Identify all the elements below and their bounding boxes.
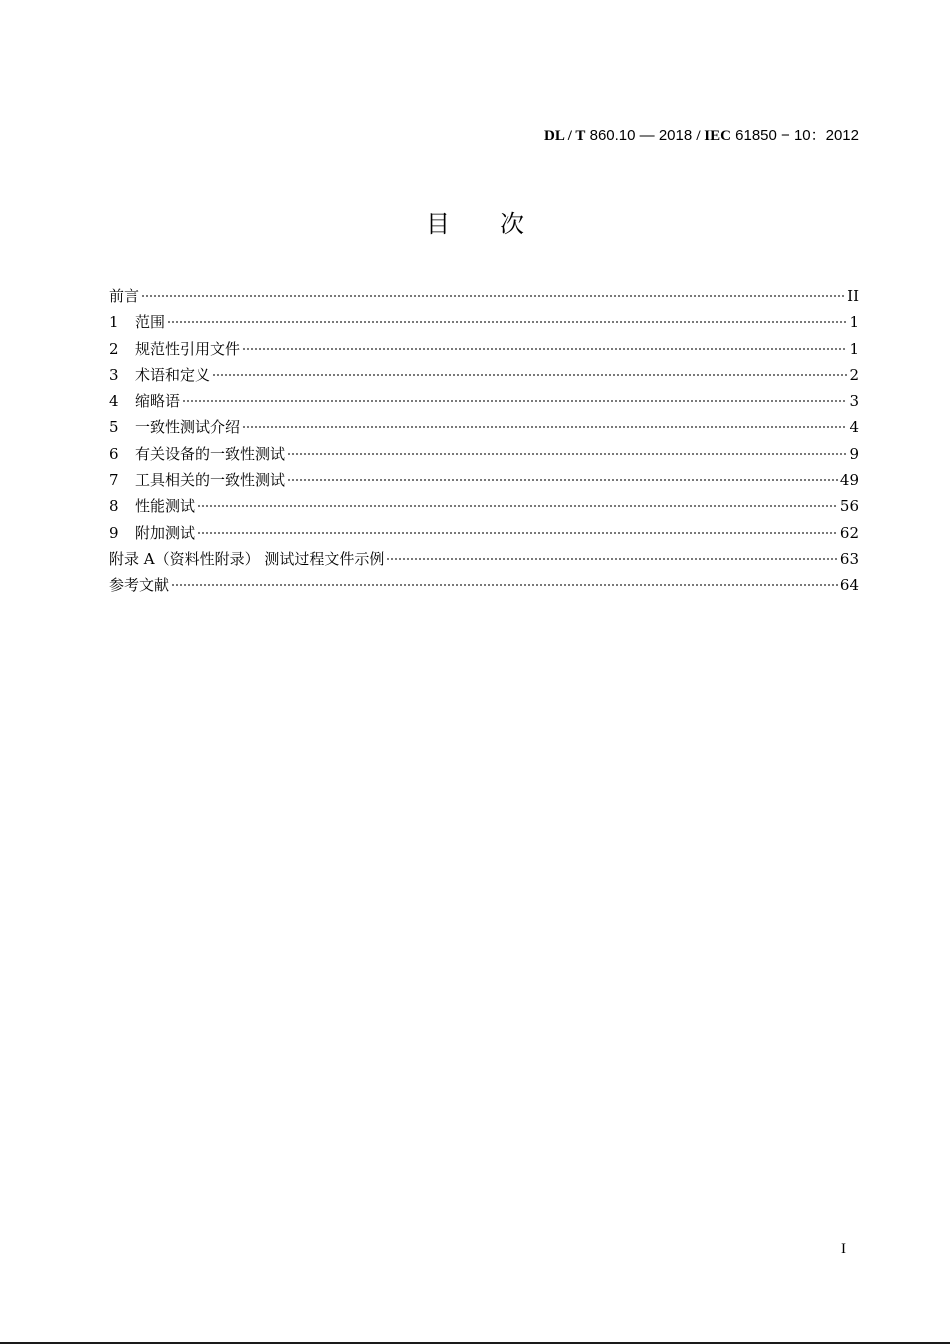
toc-leader-dots	[242, 348, 847, 350]
toc-leader-dots	[242, 426, 847, 428]
toc-entry-label: 一致性测试介绍	[135, 418, 241, 437]
toc-entry-2[interactable]	[109, 338, 859, 364]
toc-entry-label: 参考文献	[109, 576, 170, 595]
header-sep1: /	[564, 128, 576, 144]
toc-entry-label: 规范性引用文件	[135, 339, 241, 358]
toc-title-char1: 目	[426, 210, 450, 238]
table-of-contents	[109, 285, 859, 601]
toc-entry-number: 5	[109, 418, 119, 437]
toc-entry-7[interactable]	[109, 469, 859, 495]
toc-entry-number: 9	[109, 523, 119, 542]
toc-entry-label: 性能测试	[135, 497, 196, 516]
toc-entry-label: 范围	[135, 313, 166, 332]
toc-entry-5[interactable]	[109, 416, 859, 442]
toc-entry-number: 2	[109, 339, 119, 358]
toc-entry-label: 工具相关的一致性测试	[135, 471, 286, 490]
toc-entry-appendix-a[interactable]	[109, 548, 859, 574]
toc-title-char2: 次	[500, 210, 524, 238]
toc-entry-page: 1	[849, 313, 859, 332]
toc-entry-page: 62	[839, 523, 859, 542]
page-number: I	[841, 1241, 846, 1257]
toc-entry-preface[interactable]	[109, 285, 859, 311]
toc-leader-dots	[197, 532, 838, 534]
toc-entry-label: 有关设备的一致性测试	[135, 444, 286, 463]
toc-entry-9[interactable]	[109, 522, 859, 548]
toc-entry-number: 1	[109, 313, 119, 332]
header-part-iec: IEC	[704, 128, 731, 144]
toc-entry-label: 前言	[109, 287, 140, 305]
toc-entry-references[interactable]	[109, 574, 859, 600]
toc-entry-page: 64	[839, 576, 859, 595]
toc-entry-4[interactable]	[109, 390, 859, 416]
toc-leader-dots	[141, 295, 845, 297]
header-part-dl: DL	[544, 128, 565, 144]
toc-entry-label: 缩略语	[135, 392, 181, 411]
header-sep2: /	[696, 128, 705, 144]
toc-entry-label: 术语和定义	[135, 365, 211, 384]
toc-leader-dots	[167, 321, 847, 323]
toc-entry-number: 8	[109, 497, 119, 516]
toc-entry-page: 1	[849, 339, 859, 358]
toc-entry-number: 6	[109, 444, 119, 463]
toc-entry-number: 3	[109, 365, 119, 384]
toc-leader-dots	[386, 558, 838, 560]
toc-entry-number: 4	[109, 392, 119, 411]
toc-entry-6[interactable]	[109, 443, 859, 469]
toc-entry-page: II	[847, 287, 859, 305]
toc-leader-dots	[197, 505, 838, 507]
toc-leader-dots	[287, 453, 847, 455]
toc-entry-8[interactable]	[109, 495, 859, 521]
toc-entry-page: 56	[839, 497, 859, 516]
toc-leader-dots	[287, 479, 838, 481]
toc-entry-page: 2	[849, 365, 859, 384]
header-part-t: T	[575, 128, 586, 144]
toc-entry-number: 7	[109, 471, 119, 490]
toc-entry-page: 9	[849, 444, 859, 463]
toc-entry-page: 49	[839, 471, 859, 490]
toc-title	[0, 204, 950, 239]
toc-entry-3[interactable]	[109, 364, 859, 390]
header-part-iec-number: 61850 − 10：2012	[730, 127, 859, 144]
toc-entry-label: 附录 A（资料性附录） 测试过程文件示例	[109, 549, 385, 568]
toc-entry-page: 63	[839, 549, 859, 568]
toc-entry-label: 附加测试	[135, 523, 196, 542]
toc-leader-dots	[212, 374, 847, 376]
toc-entry-1[interactable]	[109, 311, 859, 337]
toc-leader-dots	[182, 400, 847, 402]
standard-number-header	[544, 124, 859, 145]
header-part-number: 860.10 — 2018	[585, 127, 697, 144]
toc-leader-dots	[171, 584, 838, 586]
toc-entry-page: 4	[849, 418, 859, 437]
toc-entry-page: 3	[849, 392, 859, 411]
